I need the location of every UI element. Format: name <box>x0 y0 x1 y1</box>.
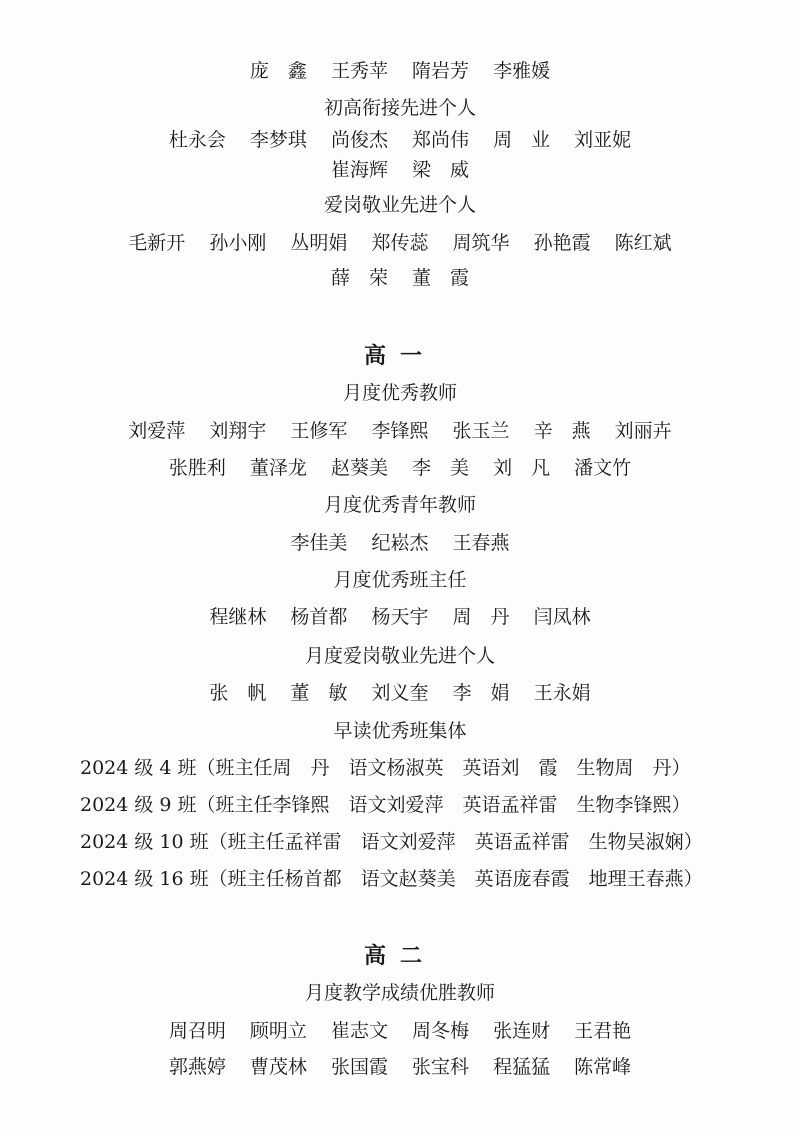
section-title-grade2: 高二 <box>363 943 436 969</box>
person-name: 王秀苹 <box>330 60 388 82</box>
person-name: 张玉兰 <box>452 420 510 442</box>
person-name: 杨天宇 <box>371 606 429 628</box>
person-name: 毛新开 <box>128 232 186 254</box>
person-name: 刘义奎 <box>371 682 429 704</box>
names-row <box>0 265 800 291</box>
person-name: 陈常峰 <box>574 1056 632 1078</box>
person-name: 王君艳 <box>574 1020 632 1042</box>
person-name: 刘 凡 <box>493 457 551 479</box>
person-name: 李雅媛 <box>493 60 551 82</box>
person-name: 薛 荣 <box>330 267 388 289</box>
section-title-grade1: 高一 <box>363 343 436 369</box>
person-name: 王修军 <box>290 420 348 442</box>
person-name: 郑传蕊 <box>371 232 429 254</box>
person-name: 王春燕 <box>452 532 510 554</box>
names-row <box>0 604 800 630</box>
person-name: 丛明娟 <box>290 232 348 254</box>
names-row <box>0 1018 800 1044</box>
person-name: 梁 威 <box>412 159 470 181</box>
person-name: 刘亚妮 <box>574 129 632 151</box>
names-row <box>0 230 800 256</box>
person-name: 顾明立 <box>249 1020 307 1042</box>
person-name: 张国霞 <box>330 1056 388 1078</box>
person-name: 纪崧杰 <box>371 532 429 554</box>
award-heading-results: 月度教学成绩优胜教师 <box>304 982 495 1004</box>
class-entry-text: 2024 级 16 班（班主任杨首都 语文赵葵美 英语庞春霞 地理王春燕） <box>80 868 703 890</box>
person-name: 周 丹 <box>452 606 510 628</box>
person-name: 程猛猛 <box>493 1056 551 1078</box>
person-name: 郭燕婷 <box>168 1056 226 1078</box>
person-name: 董泽龙 <box>249 457 307 479</box>
person-name: 辛 燕 <box>533 420 591 442</box>
award-heading-dedication-monthly: 月度爱岗敬业先进个人 <box>304 645 495 667</box>
person-name: 周 业 <box>493 129 551 151</box>
person-name: 孙小刚 <box>209 232 267 254</box>
award-heading-head-teacher: 月度优秀班主任 <box>333 569 467 591</box>
person-name: 陈红斌 <box>614 232 672 254</box>
names-row <box>0 680 800 706</box>
person-name: 隋岩芳 <box>412 60 470 82</box>
names-row <box>0 127 800 153</box>
person-name: 曹茂林 <box>249 1056 307 1078</box>
person-name: 闫凤林 <box>533 606 591 628</box>
person-name: 杜永会 <box>168 129 226 151</box>
person-name: 刘爱萍 <box>128 420 186 442</box>
class-entry <box>80 866 703 892</box>
person-name: 赵葵美 <box>330 457 388 479</box>
person-name: 李梦琪 <box>249 129 307 151</box>
person-name: 杨首都 <box>290 606 348 628</box>
class-entry-text: 2024 级 9 班（班主任李锋熙 语文刘爱萍 英语孟祥雷 生物李锋熙） <box>80 794 691 816</box>
class-entry <box>80 755 691 781</box>
award-heading-young-teacher: 月度优秀青年教师 <box>323 494 476 516</box>
person-name: 张 帆 <box>209 682 267 704</box>
names-row <box>0 58 800 84</box>
names-row <box>0 530 800 556</box>
names-row <box>0 455 800 481</box>
person-name: 李 娟 <box>452 682 510 704</box>
award-heading-morning-reading: 早读优秀班集体 <box>333 720 467 742</box>
person-name: 尚俊杰 <box>330 129 388 151</box>
person-name: 郑尚伟 <box>412 129 470 151</box>
person-name: 李佳美 <box>290 532 348 554</box>
person-name: 周召明 <box>168 1020 226 1042</box>
person-name: 李 美 <box>412 457 470 479</box>
person-name: 李锋熙 <box>371 420 429 442</box>
person-name: 张宝科 <box>412 1056 470 1078</box>
names-row <box>0 157 800 183</box>
person-name: 周筑华 <box>452 232 510 254</box>
class-entry-text: 2024 级 4 班（班主任周 丹 语文杨淑英 英语刘 霞 生物周 丹） <box>80 757 691 779</box>
person-name: 王永娟 <box>533 682 591 704</box>
class-entry <box>80 829 703 855</box>
person-name: 周冬梅 <box>412 1020 470 1042</box>
person-name: 程继林 <box>209 606 267 628</box>
person-name: 崔海辉 <box>330 159 388 181</box>
award-heading-transition: 初高衔接先进个人 <box>323 97 476 119</box>
person-name: 刘翔宇 <box>209 420 267 442</box>
person-name: 董 敏 <box>290 682 348 704</box>
award-heading-dedication: 爱岗敬业先进个人 <box>323 194 476 216</box>
class-entry <box>80 792 691 818</box>
person-name: 董 霞 <box>412 267 470 289</box>
names-row <box>0 1054 800 1080</box>
person-name: 张连财 <box>493 1020 551 1042</box>
names-row <box>0 418 800 444</box>
person-name: 崔志文 <box>330 1020 388 1042</box>
person-name: 庞 鑫 <box>249 60 307 82</box>
award-heading-teacher: 月度优秀教师 <box>342 382 457 404</box>
person-name: 刘丽卉 <box>614 420 672 442</box>
class-entry-text: 2024 级 10 班（班主任孟祥雷 语文刘爱萍 英语孟祥雷 生物吴淑娴） <box>80 831 703 853</box>
person-name: 孙艳霞 <box>533 232 591 254</box>
person-name: 潘文竹 <box>574 457 632 479</box>
person-name: 张胜利 <box>168 457 226 479</box>
